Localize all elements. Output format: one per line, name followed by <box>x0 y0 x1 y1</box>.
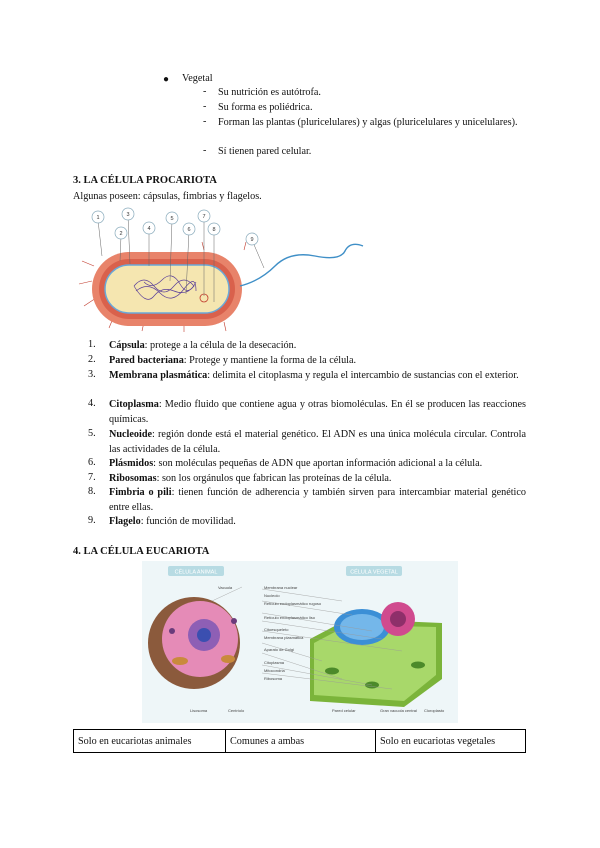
list-item: Plásmidos: son moléculas pequeñas de ADN que aportan información adicional a la célula. <box>109 458 483 469</box>
list-item: Cápsula: protege a la célula de la desecación. <box>109 340 297 351</box>
vegetal-item: Su forma es poliédrica. <box>218 102 313 113</box>
eukaryote-diagram <box>142 561 458 723</box>
list-item: Membrana plasmática: delimita el citoplasma y regula el intercambio de sustancias con el exterior. <box>109 370 519 381</box>
list-number: 8. <box>88 486 96 497</box>
list-item: Ribosomas: son los orgánulos que fabrican las proteínas de la célula. <box>109 473 392 484</box>
flagellum <box>240 244 363 286</box>
list-item: Citoplasma: Medio fluido que contiene agua y otras biomoléculas. En él se producen las reacciones químicas. <box>109 399 526 425</box>
dash: - <box>203 101 207 112</box>
callout-membrana-plasmatica: Membrana plasmática <box>264 635 304 640</box>
comparison-table <box>73 729 526 753</box>
list-item: Pared bacteriana: Protege y mantiene la forma de la célula. <box>109 355 357 366</box>
list-number: 6. <box>88 457 96 468</box>
vegetal-item: Sí tienen pared celular. <box>218 146 312 157</box>
callout-mitocondria: Mitocondria <box>264 668 285 673</box>
callout-vacuola: Vacuola <box>218 585 233 590</box>
callout-pared-celular: Pared celular <box>332 708 356 713</box>
callout-nucleolo: Nucleolo <box>264 593 280 598</box>
animal-nucleolus <box>197 628 211 642</box>
callout-centriolo: Centríolo <box>228 708 245 713</box>
list-number: 9. <box>88 515 96 526</box>
label-6: 6 <box>187 227 191 233</box>
label-2: 2 <box>119 231 123 237</box>
section3-heading: 3. LA CÉLULA PROCARIOTA <box>73 175 217 186</box>
label-8: 8 <box>212 227 216 233</box>
label-9: 9 <box>250 237 254 243</box>
list-item: Nucleoide: región donde está el material genético. El ADN es una única molécula circular. Controla las actividades de la célula. <box>109 429 526 455</box>
callout-golgi: Aparato de Golgi <box>264 647 295 652</box>
table-cell: Solo en eucariotas vegetales <box>376 730 526 753</box>
list-item: Flagelo: función de movilidad. <box>109 516 236 527</box>
label-1: 1 <box>96 215 100 221</box>
vegetal-title: Vegetal <box>182 73 213 84</box>
list-number: 3. <box>88 369 96 380</box>
list-number: 7. <box>88 472 96 483</box>
list-number: 5. <box>88 428 96 439</box>
dash: - <box>203 86 207 97</box>
label-3: 3 <box>126 212 130 218</box>
bullet-dot: ● <box>163 74 170 85</box>
callout-citoesqueleto: Citoesqueleto <box>264 627 289 632</box>
callout-cloroplasto: Cloroplasto <box>424 708 445 713</box>
label-5: 5 <box>170 216 174 222</box>
list-number: 1. <box>88 339 96 350</box>
callout-gran-vacuola: Gran vacuola central <box>380 708 417 713</box>
list-number: 2. <box>88 354 96 365</box>
list-number: 4. <box>88 398 96 409</box>
vegetal-item: Forman las plantas (pluricelulares) y algas (pluricelulares y unicelulares). <box>218 117 518 128</box>
callout-rer: Retículo endoplasmático rugoso <box>264 601 322 606</box>
callout-rel: Retículo endoplasmático liso <box>264 615 315 620</box>
animal-label: CÉLULA ANIMAL <box>174 569 218 576</box>
label-4: 4 <box>147 226 151 232</box>
table-cell: Comunes a ambas <box>226 730 376 753</box>
callout-lisosoma: Lisosoma <box>190 708 208 713</box>
list-item: Fimbria o pili: tienen función de adherencia y también sirven para intercambiar material genético entre ellas. <box>109 487 527 513</box>
section3-intro: Algunas poseen: cápsulas, fimbrias y flagelos. <box>73 191 262 202</box>
label-7: 7 <box>202 214 206 220</box>
callout-membrana-nuclear: Membrana nuclear <box>264 585 298 590</box>
callout-ribosoma: Ribosoma <box>264 676 283 681</box>
vegetal-item: Su nutrición es autótrofa. <box>218 87 321 98</box>
plant-label: CÉLULA VEGETAL <box>350 569 398 576</box>
prokaryote-diagram <box>74 206 364 332</box>
section4-heading: 4. LA CÉLULA EUCARIOTA <box>73 546 210 557</box>
dash: - <box>203 145 207 156</box>
dash: - <box>203 116 207 127</box>
table-cell: Solo en eucariotas animales <box>74 730 226 753</box>
callout-citoplasma: Citoplasma <box>264 660 285 665</box>
